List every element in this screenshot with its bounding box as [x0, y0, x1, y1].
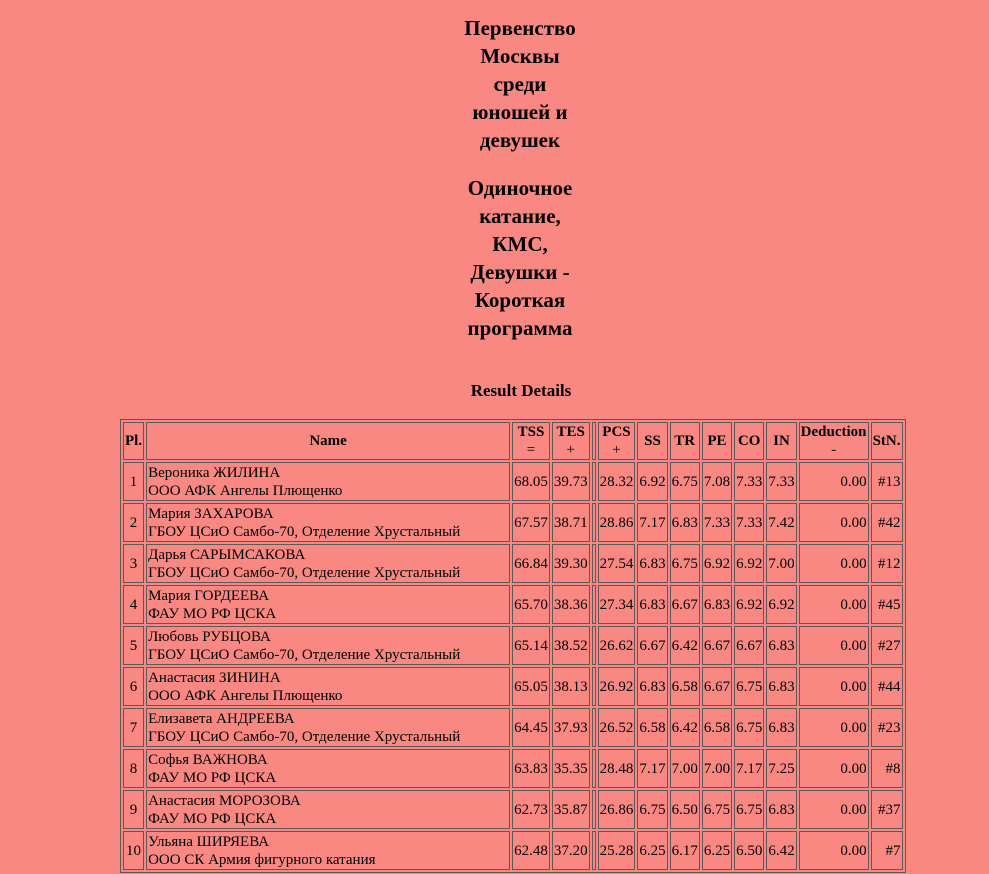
cell-tr: 6.17 — [670, 831, 700, 870]
cell-name — [146, 626, 510, 665]
cell-deduction: 0.00 — [799, 585, 869, 624]
cell-pe: 6.58 — [702, 708, 732, 747]
cell-tss: 65.05 — [512, 667, 550, 706]
cell-tr: 6.58 — [670, 667, 700, 706]
header-in: IN — [766, 422, 796, 460]
cell-in: 6.83 — [766, 708, 796, 747]
cell-pcs: 27.54 — [598, 544, 636, 583]
event-title-line: юношей и — [472, 100, 568, 124]
cell-tes: 35.87 — [552, 790, 590, 829]
cell-name — [146, 462, 510, 501]
header-co: CO — [734, 422, 764, 460]
cell-ss: 6.83 — [637, 544, 667, 583]
cell-co: 6.92 — [734, 585, 764, 624]
cell-stn: #12 — [871, 544, 903, 583]
category-title-line: Девушки - — [470, 260, 570, 284]
cell-in: 6.92 — [766, 585, 796, 624]
header-pl: Pl. — [123, 422, 144, 460]
skater-name: Дарья САРЫМСАКОВА — [148, 546, 306, 563]
skater-name: Софья ВАЖНОВА — [148, 751, 268, 768]
event-title-line: Первенство — [464, 16, 576, 40]
cell-deduction: 0.00 — [799, 790, 869, 829]
cell-separator — [592, 503, 596, 542]
cell-co: 6.75 — [734, 667, 764, 706]
cell-tss: 63.83 — [512, 749, 550, 788]
cell-in: 7.25 — [766, 749, 796, 788]
cell-in: 7.33 — [766, 462, 796, 501]
cell-stn: #37 — [871, 790, 903, 829]
table-row — [123, 462, 903, 501]
cell-pcs: 28.32 — [598, 462, 636, 501]
table-row — [123, 708, 903, 747]
cell-separator — [592, 790, 596, 829]
skater-name: Ульяна ШИРЯЕВА — [148, 833, 270, 850]
skater-name: Мария ГОРДЕЕВА — [148, 587, 270, 604]
cell-tes: 38.13 — [552, 667, 590, 706]
cell-ss: 6.83 — [637, 667, 667, 706]
cell-tes: 38.36 — [552, 585, 590, 624]
skater-name: Анастасия МОРОЗОВА — [148, 792, 301, 809]
cell-tr: 6.67 — [670, 585, 700, 624]
table-row — [123, 626, 903, 665]
cell-tss: 62.73 — [512, 790, 550, 829]
header-name: Name — [146, 422, 510, 460]
cell-stn: #45 — [871, 585, 903, 624]
cell-pe: 7.33 — [702, 503, 732, 542]
cell-co: 6.67 — [734, 626, 764, 665]
cell-pcs: 26.86 — [598, 790, 636, 829]
cell-pl: 6 — [123, 667, 144, 706]
event-title-line: Москвы — [480, 44, 560, 68]
category-title-line: Короткая — [474, 288, 566, 312]
cell-co: 6.75 — [734, 790, 764, 829]
cell-separator — [592, 708, 596, 747]
table-header-row — [123, 422, 903, 460]
cell-tes: 39.73 — [552, 462, 590, 501]
cell-pe: 7.00 — [702, 749, 732, 788]
skater-club: ООО АФК Ангелы Плющенко — [148, 687, 343, 704]
cell-pl: 9 — [123, 790, 144, 829]
skater-club: ФАУ МО РФ ЦСКА — [148, 605, 277, 622]
cell-ss: 6.83 — [637, 585, 667, 624]
skater-club: ФАУ МО РФ ЦСКА — [148, 769, 277, 786]
cell-in: 6.42 — [766, 831, 796, 870]
cell-in: 7.00 — [766, 544, 796, 583]
cell-in: 6.83 — [766, 790, 796, 829]
section-title: Result Details — [470, 381, 572, 400]
cell-ss: 6.92 — [637, 462, 667, 501]
skater-name: Вероника ЖИЛИНА — [148, 464, 281, 481]
skater-club: ГБОУ ЦСиО Самбо-70, Отделение Хрустальный — [148, 564, 461, 581]
cell-deduction: 0.00 — [799, 667, 869, 706]
cell-tes: 39.30 — [552, 544, 590, 583]
cell-tss: 62.48 — [512, 831, 550, 870]
table-row — [123, 790, 903, 829]
skater-club: ФАУ МО РФ ЦСКА — [148, 810, 277, 827]
cell-stn: #7 — [871, 831, 903, 870]
cell-stn: #23 — [871, 708, 903, 747]
cell-pe: 7.08 — [702, 462, 732, 501]
cell-tes: 38.71 — [552, 503, 590, 542]
cell-tr: 6.50 — [670, 790, 700, 829]
cell-name — [146, 749, 510, 788]
cell-separator — [592, 831, 596, 870]
skater-club: ГБОУ ЦСиО Самбо-70, Отделение Хрустальный — [148, 646, 461, 663]
cell-pl: 2 — [123, 503, 144, 542]
cell-tr: 6.42 — [670, 626, 700, 665]
skater-name: Мария ЗАХАРОВА — [148, 505, 274, 522]
cell-in: 6.83 — [766, 667, 796, 706]
cell-tr: 6.42 — [670, 708, 700, 747]
cell-tss: 66.84 — [512, 544, 550, 583]
cell-separator — [592, 462, 596, 501]
cell-deduction: 0.00 — [799, 708, 869, 747]
header-deduction: Deduction - — [799, 422, 869, 460]
cell-pe: 6.67 — [702, 626, 732, 665]
cell-ss: 6.25 — [637, 831, 667, 870]
cell-name — [146, 790, 510, 829]
cell-deduction: 0.00 — [799, 462, 869, 501]
cell-tss: 67.57 — [512, 503, 550, 542]
header-separator — [592, 422, 596, 460]
cell-pe: 6.67 — [702, 667, 732, 706]
cell-ss: 7.17 — [637, 503, 667, 542]
header-stn: StN. — [871, 422, 903, 460]
skater-club: ООО АФК Ангелы Плющенко — [148, 482, 343, 499]
cell-co: 7.17 — [734, 749, 764, 788]
category-title — [0, 174, 989, 342]
cell-tes: 38.52 — [552, 626, 590, 665]
table-row — [123, 749, 903, 788]
cell-pl: 5 — [123, 626, 144, 665]
header-pcs: PCS + — [598, 422, 636, 460]
cell-tr: 7.00 — [670, 749, 700, 788]
cell-ss: 6.75 — [637, 790, 667, 829]
cell-pcs: 25.28 — [598, 831, 636, 870]
cell-in: 6.83 — [766, 626, 796, 665]
table-row — [123, 503, 903, 542]
cell-separator — [592, 667, 596, 706]
table-row — [123, 585, 903, 624]
cell-name — [146, 667, 510, 706]
cell-stn: #8 — [871, 749, 903, 788]
cell-co: 6.50 — [734, 831, 764, 870]
cell-pl: 7 — [123, 708, 144, 747]
cell-ss: 6.58 — [637, 708, 667, 747]
skater-name: Елизавета АНДРЕЕВА — [148, 710, 295, 727]
category-title-line: катание, — [479, 204, 561, 228]
cell-co: 6.92 — [734, 544, 764, 583]
cell-tss: 68.05 — [512, 462, 550, 501]
cell-tes: 35.35 — [552, 749, 590, 788]
cell-tes: 37.20 — [552, 831, 590, 870]
cell-co: 7.33 — [734, 503, 764, 542]
table-row — [123, 544, 903, 583]
event-title-line: девушек — [479, 128, 561, 152]
cell-stn: #27 — [871, 626, 903, 665]
cell-pe: 6.92 — [702, 544, 732, 583]
cell-pcs: 27.34 — [598, 585, 636, 624]
category-title-line: Одиночное — [467, 176, 573, 200]
cell-co: 6.75 — [734, 708, 764, 747]
cell-pe: 6.25 — [702, 831, 732, 870]
cell-name — [146, 831, 510, 870]
header-tss: TSS = — [512, 422, 550, 460]
cell-name — [146, 503, 510, 542]
skater-club: ГБОУ ЦСиО Самбо-70, Отделение Хрустальный — [148, 523, 461, 540]
header-ss: SS — [637, 422, 667, 460]
cell-tr: 6.75 — [670, 544, 700, 583]
cell-deduction: 0.00 — [799, 544, 869, 583]
cell-ss: 6.67 — [637, 626, 667, 665]
cell-separator — [592, 626, 596, 665]
table-row — [123, 831, 903, 870]
event-title — [0, 14, 989, 154]
cell-pcs: 26.92 — [598, 667, 636, 706]
cell-pe: 6.83 — [702, 585, 732, 624]
cell-tr: 6.75 — [670, 462, 700, 501]
category-title-line: КМС, — [492, 232, 548, 256]
cell-pl: 1 — [123, 462, 144, 501]
header-tes: TES + — [552, 422, 590, 460]
cell-ss: 7.17 — [637, 749, 667, 788]
cell-stn: #13 — [871, 462, 903, 501]
header-pe: PE — [702, 422, 732, 460]
cell-deduction: 0.00 — [799, 749, 869, 788]
category-title-line: программа — [467, 316, 573, 340]
cell-in: 7.42 — [766, 503, 796, 542]
results-table — [120, 419, 906, 873]
skater-name: Любовь РУБЦОВА — [148, 628, 271, 645]
cell-tss: 65.14 — [512, 626, 550, 665]
cell-stn: #42 — [871, 503, 903, 542]
cell-deduction: 0.00 — [799, 626, 869, 665]
cell-tss: 64.45 — [512, 708, 550, 747]
cell-pcs: 28.86 — [598, 503, 636, 542]
skater-club: ООО СК Армия фигурного катания — [148, 851, 376, 868]
cell-tes: 37.93 — [552, 708, 590, 747]
cell-separator — [592, 585, 596, 624]
cell-pcs: 26.52 — [598, 708, 636, 747]
cell-pl: 10 — [123, 831, 144, 870]
table-row — [123, 667, 903, 706]
cell-pl: 4 — [123, 585, 144, 624]
cell-name — [146, 585, 510, 624]
cell-name — [146, 708, 510, 747]
header-tr: TR — [670, 422, 700, 460]
cell-pl: 3 — [123, 544, 144, 583]
cell-pl: 8 — [123, 749, 144, 788]
cell-stn: #44 — [871, 667, 903, 706]
cell-tss: 65.70 — [512, 585, 550, 624]
event-title-line: среди — [493, 72, 547, 96]
cell-pcs: 26.62 — [598, 626, 636, 665]
cell-co: 7.33 — [734, 462, 764, 501]
cell-deduction: 0.00 — [799, 503, 869, 542]
cell-separator — [592, 749, 596, 788]
skater-name: Анастасия ЗИНИНА — [148, 669, 281, 686]
cell-tr: 6.83 — [670, 503, 700, 542]
cell-pe: 6.75 — [702, 790, 732, 829]
cell-deduction: 0.00 — [799, 831, 869, 870]
cell-separator — [592, 544, 596, 583]
skater-club: ГБОУ ЦСиО Самбо-70, Отделение Хрустальный — [148, 728, 461, 745]
cell-pcs: 28.48 — [598, 749, 636, 788]
cell-name — [146, 544, 510, 583]
